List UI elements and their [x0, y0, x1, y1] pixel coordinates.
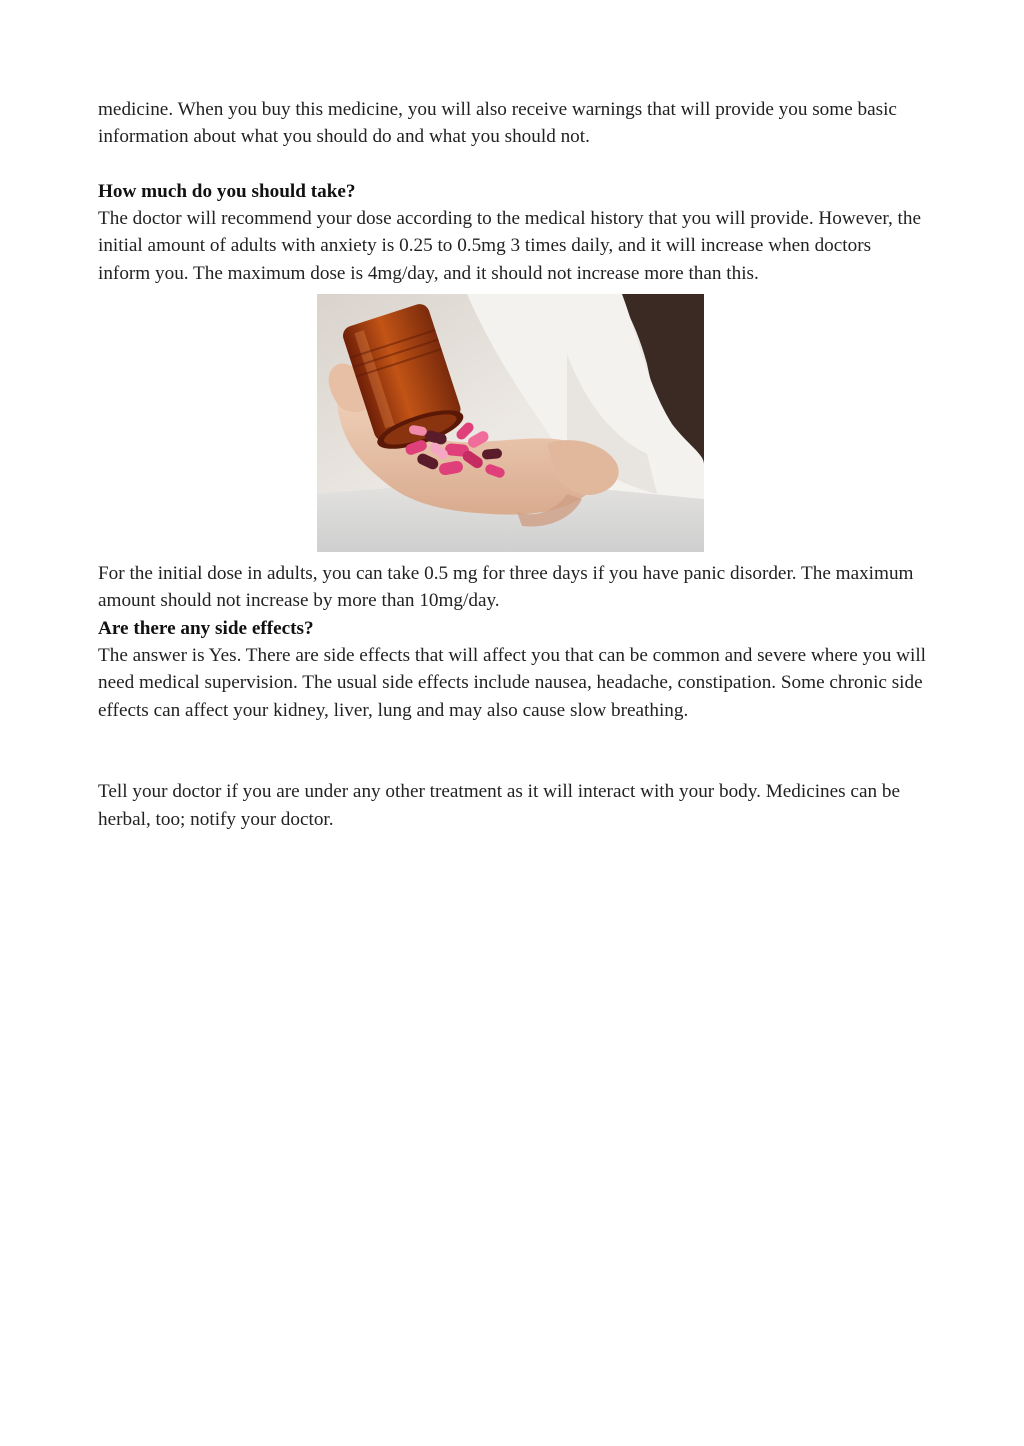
- document-content: [98, 96, 926, 833]
- side-effects-heading: Are there any side effects?: [98, 617, 314, 639]
- side-effects-paragraph: The answer is Yes. There are side effects that will affect you that can be common and severe where you will need medical supervision. The usual side effects include nausea, headache, constipation. Some chronic side effects can affect your kidney, liver, lung and may also cause slow breathing.: [98, 644, 926, 721]
- panic-paragraph: For the initial dose in adults, you can take 0.5 mg for three days if you have panic disorder. The maximum amount should not increase by more than 10mg/day.: [98, 563, 914, 612]
- intro-paragraph: medicine. When you buy this medicine, you will also receive warnings that will provide you some basic information about what you should do and what you should not.: [98, 99, 897, 148]
- dose-heading: How much do you should take?: [98, 180, 356, 202]
- closing-paragraph: Tell your doctor if you are under any other treatment as it will interact with your body. Medicines can be herbal, too; notify your doctor.: [98, 781, 900, 830]
- paragraph-spacer: [98, 151, 926, 178]
- dose-paragraph: The doctor will recommend your dose according to the medical history that you will provide. However, the initial amount of adults with anxiety is 0.25 to 0.5mg 3 times daily, and it will increase when doctors inform you. The maximum dose is 4mg/day, and it should not increase more than this.: [98, 208, 922, 284]
- pills-in-hand-photo: [317, 294, 704, 552]
- paragraph-spacer: [98, 724, 926, 779]
- pills-photo-icon: [317, 294, 704, 552]
